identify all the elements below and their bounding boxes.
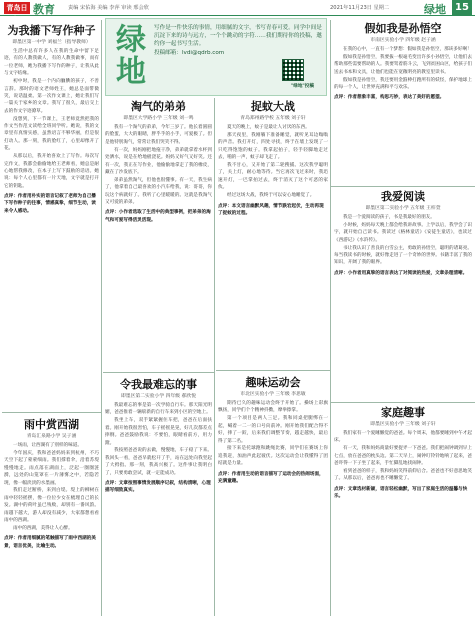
paragraph: 夏天的晚上，蚊子是最让人讨厌的东西。	[227, 125, 310, 130]
article-title: 趣味运动会	[245, 376, 301, 389]
row-rule	[216, 370, 330, 371]
paragraph: 第一个项目是两人三足。我和同桌把腿绑在一起，喊着一二一的口号向前冲。刚开始我们配合得不好，摔了一跤，后来我们调整节奏，越走越快，最后得了第二名。	[218, 416, 328, 444]
editors-line: 责编 宋佑海 美编 李萍 审读 邢会欣	[68, 5, 149, 11]
article-comment: 点评：文章按照事情发展顺序记叙，结构清晰，心理描写细致真实。	[105, 481, 211, 494]
article-monkey-king	[334, 22, 472, 184]
article-body	[218, 400, 328, 468]
paragraph: 我是一个爱阅读的孩子，书是我最好的朋友。	[343, 215, 435, 220]
article-body	[334, 46, 472, 91]
paragraph: 我不甘心，又开始了第二轮搜捕。这次我学聪明了，关上灯，耐心地等待。当它再次飞过来时，我迅速开灯，一巴掌拍过去，终于消灭了这个可恶的家伙。	[218, 163, 328, 191]
paragraph: 一场雨，让西湖有了别样的味道。	[13, 443, 82, 448]
column-rule	[214, 98, 215, 616]
article-west-lake	[4, 418, 99, 616]
article-author: 即墨区大学路小学 三年级 刘一鸣	[123, 116, 194, 121]
paragraph: 假如我是孙悟空，我还要用金箍棒打跑所有的妖怪，保护地球上的每一个人，让世界充满和平与欢乐。	[334, 77, 472, 91]
row-rule	[103, 372, 214, 373]
article-comment: 点评：本文语言幽默风趣，情节跌宕起伏，生动再现了捉蚊的过程。	[218, 203, 324, 216]
article-author: 青岛郑州路学校 五年级 刘子轩	[240, 116, 306, 121]
article-naughty-brother	[105, 100, 212, 370]
article-body	[334, 430, 472, 483]
article-comment: 点评：作者用细腻的笔触描写了雨中西湖的美景，语言优美，比喻生动。	[4, 536, 96, 549]
paragraph: 小时候，妈妈每天晚上都会给我讲故事。上学以后，我学会了识字，就开始自己读书。我读过《格林童话》《安徒生童话》，也读过《西游记》《水浒传》。	[334, 222, 472, 243]
article-author: 青岛汇泉路小学 吴子涵	[26, 434, 77, 439]
article-comment: 点评：小作者选取了生活中的典型事例，把弟弟的淘气和可爱写得活灵活现。	[105, 210, 211, 223]
paragraph: 期待已久的趣味运动会终于开始了。操场上彩旗飘扬，同学们个个精神抖擞，摩拳擦掌。	[218, 401, 328, 414]
article-family-fun	[334, 406, 472, 616]
column-rule	[330, 20, 331, 616]
paragraph: 那天夜里，我刚躺下准备睡觉，就听见耳边嗡嗡的声音。我打开灯，四处寻找，终于在墙上发现了一只吃得饱饱的蚊子。我拿起拍子，轻手轻脚地走过去，啪的一声，蚊子却飞走了。	[218, 132, 328, 161]
paragraph: 假如我是孙悟空，我要拔一根毫毛变出许多小孙悟空，让他们去帮助那些需要帮助的人。我要驾着筋斗云，飞到贫困山区，给孩子们送去书本和文具，让他们也能在宽敞明亮的教室里读书。	[334, 54, 472, 75]
article-author: 即墨区第二实验小学 四年级 郝欣悦	[120, 394, 196, 399]
article-title: 假如我是孙悟空	[364, 22, 442, 35]
paragraph: 生活中总有许多人在我的生命中留下足迹，有的人教我做人，有的人教我做事，而有一位老师，她为我播下写作的种子，让我从此与文字结缘。	[4, 49, 99, 77]
article-title: 家庭趣事	[381, 406, 425, 419]
paragraph: 我们走过断桥，来到白堤。堤上的柳树在雨中轻轻摇摆，像一位位少女在梳理自己的长发。湖中的荷叶虽已残败，却别有一番风韵。雨越下越大，游人却没有减少，大家都想看看雨中的西湖。	[4, 488, 99, 524]
paragraph: 有一次，妈妈刚把地拖干净，弟弟就拿着水杯到处洒水，说是在给地板浇花。妈妈又好气又好笑。还有一次，我正在写作业，他偷偷地拿走了我的橡皮，藏在了沙发底下。	[105, 147, 212, 175]
article-body	[334, 214, 472, 267]
article-unforgettable	[105, 378, 212, 616]
qr-caption: "绿地"投稿	[290, 84, 314, 89]
article-comment: 点评：作者想象丰富，构思巧妙，表达了美好的愿望。	[334, 95, 445, 101]
banner-intro	[154, 24, 322, 57]
article-mosquito-battle	[218, 100, 328, 368]
article-title: 捉蚊大战	[251, 100, 295, 113]
paragraph: 没想到，下一节课上，王老师竟然把我的作文当作范文读给全班同学听。她说，我的文章里有真情实感，虽然语言不够华丽，但是很打动人。那一刻，我的脸红了，心里却像开了花。	[4, 116, 99, 152]
article-title: 令我最难忘的事	[120, 378, 197, 391]
article-author: 市北区实验小学 三年级 李思敏	[240, 392, 306, 397]
paragraph: 有一天，我和妈妈商量好要捉弄一下爸爸。我们把闹钟调到早上七点，放在爸爸的枕头边。第二天早上，闹钟叮铃铃地响了起来，爸爸吓得一下子坐了起来，手忙脚乱地找闹钟。	[334, 446, 472, 467]
article-author: 即墨区实验小学 三年级 刘子轩	[370, 422, 436, 427]
article-title: 雨中赏西湖	[24, 418, 79, 431]
paragraph: 看到爸爸的样子，我和妈妈笑得前仰后合。爸爸也不好意思地笑了。从那以后，爸爸再也不睡懒觉了。	[334, 469, 472, 482]
article-comment: 点评：文章选材新颖，语言轻松幽默，写出了家庭生活的温馨与快乐。	[334, 486, 468, 500]
page-section-label: 绿地	[424, 3, 446, 16]
paragraph: 书让我认识了善良的白雪公主，勇敢的孙悟空，聪明的诸葛亮。每当我读书的时候，就好像走进了一个奇妙的世界。书籍丰富了我的知识，开阔了我的眼界。	[334, 245, 472, 266]
paragraph: 我按照爸爸说的去做，慢慢地，车子稳了下来。我回头一看，爸爸早就松开了手，站在远处向我竖起了大拇指。那一刻，我高兴极了。这件事让我明白了，只要勇敢尝试，就一定能成功。	[105, 448, 212, 476]
article-sowing-seeds	[4, 24, 99, 410]
article-body	[4, 442, 99, 532]
article-comment: 点评：小作者用真挚的语言表达了对阅读的热爱，文章条理清晰。	[334, 270, 468, 276]
article-body	[105, 402, 212, 477]
article-author: 市南区实验小学 四年级 赵子涵	[370, 38, 436, 43]
paragraph: 雨中的西湖，美得让人心醉。	[13, 525, 73, 531]
article-body	[218, 124, 328, 200]
column-rule	[101, 20, 102, 616]
row-rule	[330, 402, 475, 403]
article-comment: 点评：作者用朴实的语言记叙了老师为自己播下写作种子的往事，情感真挚，细节生动，读来令人感动。	[4, 194, 96, 214]
row-rule	[2, 412, 101, 413]
issue-date: 2021年11月23日 星期二	[330, 5, 390, 11]
paragraph: 经过这场大战，我终于可以安心地睡觉了。	[227, 193, 315, 199]
paragraph: 接下来是托球跑和跳绳比赛，同学们在赛场上你追我赶，加油声此起彼伏。这次运动会让我懂得了团结就是力量。	[218, 446, 328, 467]
article-author: 即墨区第一中学 刘福兰（指导教师）	[12, 40, 91, 45]
paragraph: 我最难忘的事是第一次学骑自行车。那天阳光明媚，爸爸推着一辆崭新的自行车来到小区的空地上。	[105, 403, 212, 416]
banner-intro-text: 写作是一件快乐的事情，用细腻的文字，书写青春可爱。同学中间是沉淀下来的诗与远方，一个个跳动的字符……我们期待你的投稿，邀约你一起书写生活。	[154, 25, 322, 48]
article-title: 我爱阅读	[381, 190, 425, 203]
article-title: 为我播下写作种子	[7, 24, 96, 37]
qr-code[interactable]	[282, 59, 304, 81]
paragraph: 弟弟虽然淘气，但他也很懂事。有一天，我生病了，他拿着自己最喜欢的小汽车给我，说：哥哥，你玩这个病就好了。我听了心里暖暖的。这就是我淘气又可爱的弟弟。	[105, 177, 212, 206]
contact-email[interactable]: lvdi@qdrb.com	[181, 49, 225, 56]
paragraph: 今年国庆，我和爸爸妈妈来到杭州，不巧天空下起了蒙蒙细雨。我们撑着伞，沿着苏堤慢慢地走。雨点落在湖面上，泛起一圈圈涟漪，远处的山笼罩在一片薄雾之中，若隐若现，像一幅淡淡的水墨画。	[4, 450, 99, 486]
paragraph: 我们家有一个爱睡懒觉的爸爸。每个周末，他都要睡到中午才起床。	[334, 431, 472, 444]
column-banner	[105, 18, 327, 96]
article-love-reading	[334, 190, 472, 400]
page-number: 15	[452, 0, 472, 15]
paragraph: 我坐上车，双手紧紧握住车把，爸爸在后面扶着。刚开始我很害怕，车子摇摇晃晃，好几次都差点摔倒。爸爸鼓励我说：不要怕，眼睛看前方，用力蹬。	[105, 418, 212, 446]
paragraph: 我有一个淘气的弟弟，今年三岁了。他长着圆圆的脸蛋，大大的眼睛，胖乎乎的小手，可爱极了。但是他特别淘气，常常让我们哭笑不得。	[105, 125, 212, 145]
article-title: 淘气的弟弟	[131, 100, 186, 113]
article-author: 即墨区第二实验小学 五年级 王梓萱	[365, 206, 441, 211]
row-rule	[330, 186, 475, 187]
section-title: 教育	[33, 3, 55, 16]
paragraph: 初中时，我是一个内向腼腆的孩子，不善言辞。那时的语文老师姓王，她总是面带微笑，说话温柔。第一次作文课上，她让我们写一篇关于家乡的文章。我写了很久，最后交上去的作文字迹潦草。	[4, 79, 99, 114]
paragraph: 在我的心中，一直有一个梦想：假如我是孙悟空，那该多好啊！	[343, 47, 472, 52]
article-sports-meet	[218, 376, 328, 616]
paragraph: 从那以后，我开始喜欢上了写作。每次写完作文，我都会偷偷地给王老师看，她总是耐心地帮我修改，在本子上写下鼓励的话语。她说：每个人心里都有一片天地，文字就是打开它的钥匙。	[4, 154, 99, 189]
contact-label: 投稿邮箱：	[154, 49, 182, 56]
article-comment: 点评：作者用生动的语言描写了运动会的热闹场面，充满童趣。	[218, 471, 324, 484]
article-body	[4, 48, 99, 190]
newspaper-logo: 青岛日报	[4, 2, 30, 14]
banner-big-title: 绿地	[110, 23, 145, 87]
article-body	[105, 124, 212, 206]
page-header	[0, 0, 475, 24]
